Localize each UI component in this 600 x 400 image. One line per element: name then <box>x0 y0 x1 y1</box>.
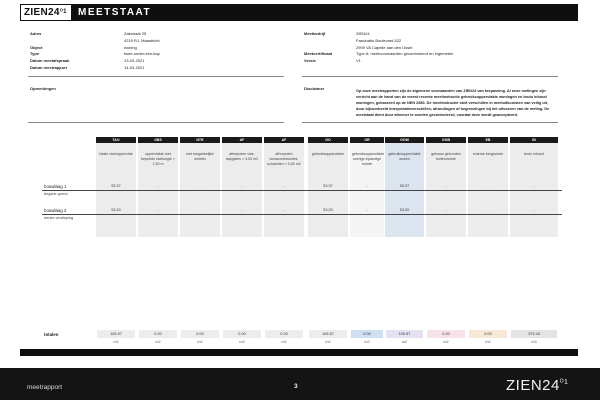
table-cell: 53.37 <box>111 184 121 188</box>
table-cell: 53.37 <box>399 184 410 188</box>
info-label: Datum meetafspraak <box>30 58 70 64</box>
total-value: 379.43 <box>511 330 557 338</box>
header-logo <box>20 4 72 21</box>
table-cell: - <box>366 184 368 188</box>
column-header-go: GO <box>308 137 348 143</box>
divider <box>302 76 558 77</box>
total-value: 0.00 <box>265 330 303 338</box>
column-header-gbs: GBS <box>138 137 178 143</box>
footer-logo-sup: ᴼ1 <box>559 379 569 386</box>
unit-label: m2 <box>155 340 161 344</box>
unit-label: m2 <box>239 340 245 344</box>
info-label: Meetcertificaat <box>304 51 333 57</box>
table-cell: - <box>283 184 285 188</box>
header-logo-text: ZIEN24 <box>24 7 60 18</box>
header-logo-sup: ᴼ1 <box>59 9 67 15</box>
info-value: woning <box>124 44 137 50</box>
unit-label: m2 <box>401 340 408 344</box>
unit-label: m2 <box>485 340 491 344</box>
table-cell: - <box>241 184 243 188</box>
column-description: bruto inhoud <box>524 152 544 156</box>
footer-logo-text: ZIEN24 <box>506 377 560 394</box>
info-value: V1 <box>356 58 361 64</box>
total-value: 0.00 <box>223 330 261 338</box>
table-cell: 53.20 <box>323 208 333 212</box>
column-header-af: AF <box>264 137 304 143</box>
unit-label: m2 <box>197 340 203 344</box>
info-value: 4219 RJ, Maastricht <box>124 37 160 43</box>
total-value: 0.00 <box>351 330 383 338</box>
total-value: 0.00 <box>181 330 219 338</box>
table-cell: - <box>487 208 489 212</box>
total-value: 0.00 <box>139 330 177 338</box>
column-header-ggb: GGB <box>426 137 466 143</box>
table-cell: - <box>283 208 285 212</box>
column-description: afhrepoten vide, trapgaten > 4,00 m2 <box>225 152 259 161</box>
info-value: Zakstraat 25 <box>124 31 147 36</box>
info-value: ZIEN24 <box>356 31 370 36</box>
total-value: 105.57 <box>97 330 135 338</box>
page-number: 3 <box>294 383 298 390</box>
info-label: Type <box>30 51 40 57</box>
info-label: Datum meetrapport <box>30 65 67 70</box>
table-cell: - <box>241 208 243 212</box>
table-cell: 53.37 <box>323 184 333 188</box>
column-header-tao: TAO <box>96 137 136 143</box>
table-cell: - <box>445 208 447 212</box>
total-value: 105.57 <box>386 330 423 338</box>
footer-label: meetrapport <box>27 384 63 391</box>
table-cell: - <box>533 184 535 188</box>
column-description: niet toegankelijke ruimtes <box>186 152 214 161</box>
column-description: gebouw gebonden buitenruimte <box>431 152 461 161</box>
measurement-sheet <box>20 4 578 356</box>
table-cell: - <box>157 208 159 212</box>
page-footer <box>0 368 600 400</box>
row-label: bouwlaag 1 <box>44 184 67 189</box>
table-cell: - <box>199 208 201 212</box>
totals-label: totalen <box>44 332 59 337</box>
column-header-or: OR <box>350 137 384 143</box>
divider <box>28 76 284 77</box>
divider <box>302 122 558 123</box>
column-header-eb: EB <box>468 137 508 143</box>
row-label: bouwlaag 2 <box>44 208 67 213</box>
info-label: Meetbedrijf <box>304 31 326 36</box>
info-value: Type A: meetvoorwaarden gecontroleerd en ingemeten <box>356 51 454 57</box>
unit-label: m2 <box>281 340 287 344</box>
disclaimer-text: Op onze meetrapporten zijn de algemene voorwaarden van ZIEN24 van toepassing. Al onze metingen zijn verricht aan de hand van de meest recente meetinstructie gebruiksoppervlakte woningen en bruto inhoud woningen, gebaseerd op de NEN 2580. De meetinstructie stelt verschillen in meetuitkomsten van veilig uit, door bijvoorbeeld interpretatieverschillen, afrondingen of begrenzingen bij het uitvoeren van de meting. De meetstaat dient door afnemer te worden gecontroleerd, voordat deze wordt geaccepteerd. <box>356 89 550 117</box>
column-description: gebruiksoppervlakte overige inpandige ruimte <box>352 152 385 166</box>
total-value: 0.00 <box>469 330 507 338</box>
column-description: gebruiksoppervlakte wonen <box>388 152 421 161</box>
info-label: Versie <box>304 58 316 64</box>
unit-label: m2 <box>364 340 370 344</box>
column-header-gow: GOW <box>385 137 424 143</box>
info-label: Object <box>30 44 43 50</box>
page-title: MEETSTAAT <box>78 7 152 18</box>
table-cell: - <box>199 184 201 188</box>
column-description: totale vloeroppervlak <box>99 152 133 156</box>
footer-bar <box>20 349 578 356</box>
unit-label: m3 <box>531 340 537 344</box>
row-divider <box>42 190 562 191</box>
disclaimer-label: Disclaimer <box>304 86 325 91</box>
unit-label: m2 <box>325 340 331 344</box>
column-header-af: AF <box>222 137 262 143</box>
info-value: 13-03-2021 <box>124 58 145 64</box>
column-header-ntr: NTR <box>180 137 220 143</box>
column-description: externe bergruimte <box>472 152 504 156</box>
column-description: afhrepoten bouwconstructies, schachten > 0,50 m2 <box>267 152 301 166</box>
footer-logo <box>506 377 568 394</box>
column-header-bi: BI <box>510 137 558 143</box>
info-value: 2909 VA Capelle aan den IJssel <box>356 44 413 50</box>
table-cell: - <box>445 184 447 188</box>
header-bar <box>20 4 578 21</box>
column-description: gebruiksoppervlakte <box>311 152 345 156</box>
table-cell: - <box>487 184 489 188</box>
table-cell: - <box>533 208 535 212</box>
total-value: 105.57 <box>309 330 347 338</box>
info-value: Fascinatio Boulevard 522 <box>356 37 402 43</box>
total-value: 0.00 <box>427 330 465 338</box>
table-cell: - <box>157 184 159 188</box>
info-value: twee-onder-een-kap <box>124 51 160 57</box>
table-cell: 53.20 <box>111 208 121 212</box>
row-sublabel: begane grond <box>44 191 68 196</box>
row-sublabel: eerste verdieping <box>44 215 74 220</box>
divider <box>28 122 284 123</box>
info-label: Adres <box>30 31 42 36</box>
remarks-label: Opmerkingen <box>30 86 56 91</box>
info-value: 14-03-2021 <box>124 65 145 70</box>
table-cell: - <box>366 208 368 212</box>
table-cell: 53.20 <box>399 208 410 212</box>
row-divider <box>42 214 562 215</box>
column-description: oppervlakte met beperkte stahoogte < 1,50 m <box>141 152 175 166</box>
unit-label: m2 <box>113 340 119 344</box>
unit-label: m2 <box>443 340 449 344</box>
